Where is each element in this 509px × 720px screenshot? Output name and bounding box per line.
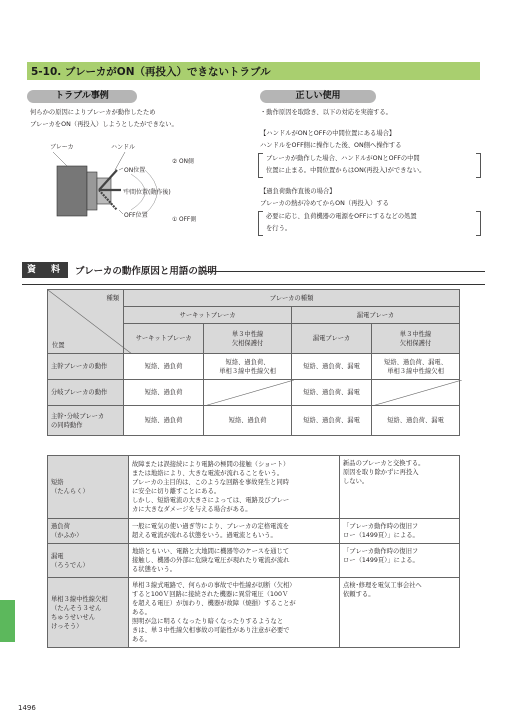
table-row — [48, 406, 460, 436]
empty-diagonal — [372, 380, 462, 406]
label-mid-pos: 中間位置(動作後) — [124, 189, 171, 196]
cell: 短絡、過負荷 — [124, 406, 204, 436]
page-number: 1496 — [18, 704, 36, 712]
correct-intro: ・動作原因を取除き、以下の対応を実施する。 — [260, 109, 392, 116]
desc-cell: 故障または誤接続により電路の極間の接触（ショート） または地絡により、大きな電流が流れることをいう。 ブレーカの主目的は、このような回路を事故発生と同時 に安全に切り離すことにある。 しかし、短絡電流の大きさによっては、電路及びブレー カに大きなダメージを与える場合がある。 — [129, 456, 340, 519]
action-cell: 「ブレーカ動作時の復旧フ ロー（1499頁）」による。 — [340, 544, 460, 578]
table-row — [48, 544, 460, 578]
table-row — [48, 380, 460, 406]
corner-pos: 位置 — [52, 342, 65, 349]
corner-kind: 種類 — [106, 295, 120, 302]
case2-box-line1: 必要に応じ、負荷機器の電源をOFFにするなどの処置 — [266, 213, 417, 220]
cell: 短絡、過負荷、漏電、 単相３線中性線欠相 — [372, 354, 460, 380]
cell: 短絡、過負荷 — [124, 380, 204, 406]
section-title: 5-10. ブレーカがON（再投入）できないトラブル — [31, 66, 271, 78]
table-row — [48, 456, 460, 519]
case2-title: 【過負荷動作直後の場合】 — [260, 188, 336, 195]
table-row — [48, 578, 460, 648]
circuit-header: サーキットブレーカ — [124, 307, 292, 324]
row-label: 分岐ブレーカの動作 — [48, 380, 124, 406]
case1-box-line2: 位置に止まる。中間位置からはON(再投入)ができない。 — [266, 167, 426, 174]
shiryo-label: 資 料 — [22, 262, 68, 278]
cell: 短絡、過負荷、漏電 — [372, 406, 460, 436]
trouble-text-1: 何らかの原因によりブレーカが動作したため — [30, 109, 156, 116]
label-on-side: ② ON側 — [172, 159, 194, 165]
case1-bracket-right — [476, 153, 481, 178]
row-label: 主幹ブレーカの動作 — [48, 354, 124, 380]
shiryo-rule-bottom — [22, 284, 485, 285]
breaker-type-table — [47, 289, 460, 436]
table-row — [48, 519, 460, 544]
label-off-pos: OFF位置 — [124, 212, 148, 219]
case1-box-line1: ブレーカが動作した場合、ハンドルがONとOFFの中間 — [266, 155, 420, 162]
term-cell: 単相３線中性線欠相 （たんそう３せん ちゅうせいせん けっそう） — [48, 578, 129, 648]
single-phase-col-2: 単３中性線 欠相保護付 — [372, 324, 460, 354]
cell: 短絡、過負荷、漏電 — [292, 380, 372, 406]
cell: 短絡、過負荷、 単相３線中性線欠相 — [204, 354, 292, 380]
case2-text: ブレーカの熱が冷めてからON（再投入）する — [260, 200, 389, 207]
action-cell: 新品のブレーカと交換する。 原因を取り除かずに再投入 しない。 — [340, 456, 460, 519]
cell: 短絡、過負荷 — [124, 354, 204, 380]
earth-breaker-col: 漏電ブレーカ — [292, 324, 372, 354]
kind-header: ブレーカの種類 — [124, 290, 460, 307]
desc-cell: 地絡ともいい、電路と大地間に機器等のケースを通じて 接触し、機器の外部に危険な電圧が現れたり電流が流れ る状態をいう。 — [129, 544, 340, 578]
corner-cell — [48, 290, 124, 354]
term-cell: 短絡 （たんらく） — [48, 456, 129, 519]
chapter-tab — [0, 600, 15, 642]
single-phase-col-1: 単３中性線 欠相保護付 — [204, 324, 292, 354]
label-on-pos: ON位置 — [124, 167, 146, 174]
empty-diagonal — [204, 380, 294, 406]
label-off-side: ① OFF側 — [172, 217, 197, 223]
case2-bracket-left — [258, 211, 263, 236]
circuit-breaker-col: サーキットブレーカ — [124, 324, 204, 354]
correct-pill: 正しい使用 — [260, 90, 376, 103]
section-title-bar — [27, 62, 480, 80]
label-breaker: ブレーカ — [50, 144, 74, 151]
desc-cell: 単相３線式電路で、何らかの事故で中性線が切断（欠相） すると100Ｖ回路に接続された機器に異常電圧（100Ｖ を超える電圧）が加わり、機器が故障（焼損）することが ある。 照明が急に明るくなったり暗くなったりするようなと きは、単３中性線欠相事故の可能性があり注意が必要で ある。 — [129, 578, 340, 648]
desc-cell: 一般に電気の使い過ぎ等により、ブレーカの定格電流を 超える電流が流れる状態をいう。過電流ともいう。 — [129, 519, 340, 544]
case1-bracket-left — [258, 153, 263, 178]
case1-text: ハンドルをOFF側に操作した後、ON側へ操作する — [260, 142, 402, 149]
empty-cell — [372, 380, 460, 406]
trouble-text-2: ブレーカをON（再投入）しようとしたができない。 — [30, 121, 178, 128]
case1-title: 【ハンドルがONとOFFの中間位置にある場合】 — [260, 130, 396, 137]
earth-header: 漏電ブレーカ — [292, 307, 460, 324]
term-table — [47, 455, 460, 648]
empty-cell — [204, 380, 292, 406]
trouble-pill: トラブル事例 — [27, 90, 137, 103]
label-handle: ハンドル — [111, 144, 136, 151]
cell: 短絡、過負荷 — [204, 406, 292, 436]
cell: 短絡、過負荷、漏電 — [292, 354, 372, 380]
action-cell: 「ブレーカ動作時の復旧フ ロー（1499頁）」による。 — [340, 519, 460, 544]
row-label: 主幹･分岐ブレーカ の同時動作 — [48, 406, 124, 436]
case2-box-line2: を行う。 — [266, 225, 292, 232]
table-row — [48, 354, 460, 380]
term-cell: 漏電 （ろうでん） — [48, 544, 129, 578]
term-cell: 過負荷 （かふか） — [48, 519, 129, 544]
action-cell: 点検･修理を電気工事会社へ 依頼する。 — [340, 578, 460, 648]
cell: 短絡、過負荷、漏電 — [292, 406, 372, 436]
case2-bracket-right — [476, 211, 481, 236]
shiryo-rule-top — [205, 271, 485, 272]
shiryo-title: ブレーカの動作原因と用語の説明 — [75, 266, 217, 277]
